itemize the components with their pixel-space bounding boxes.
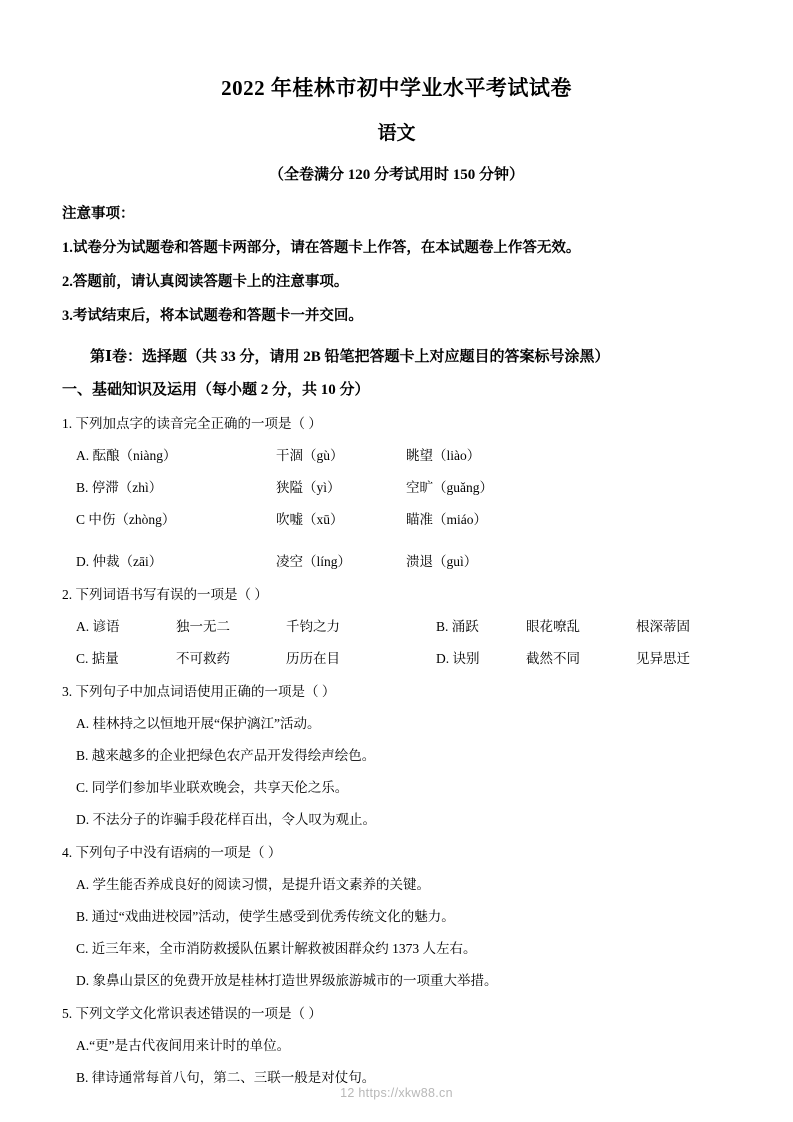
option-item[interactable]: D. 象鼻山景区的免费开放是桂林打造世界级旅游城市的一项重大举措。 <box>76 973 498 988</box>
option-cell: 独一无二 <box>176 619 230 634</box>
notice-heading: 注意事项： <box>62 206 135 222</box>
subject-title: 语文 <box>377 123 416 144</box>
option-cell[interactable]: B. 停滞（zhì） <box>76 480 163 495</box>
question-number: 4. <box>62 845 73 860</box>
option-cell[interactable]: D. 仲裁（zāi） <box>76 554 163 569</box>
option-cell[interactable]: C 中伤（zhòng） <box>76 512 176 527</box>
question-text: 下列句子中没有语病的一项是（ ） <box>75 845 282 860</box>
option-cell[interactable]: 干涸（gù） <box>276 448 344 463</box>
option-item[interactable]: C. 近三年来，全市消防救援队伍累计解救被困群众约 1373 人左右。 <box>76 941 477 956</box>
option-cell[interactable]: D. 诀别 <box>436 651 480 666</box>
option-cell[interactable]: A. 谚语 <box>76 619 120 634</box>
option-cell[interactable]: A. 酝酿（niàng） <box>76 448 177 463</box>
option-row <box>62 508 731 528</box>
option-cell[interactable]: 凌空（líng） <box>276 554 352 569</box>
question-text: 下列句子中加点词语使用正确的一项是（ ） <box>75 684 336 699</box>
option-cell: 根深蒂固 <box>636 619 690 634</box>
option-item[interactable]: B. 律诗通常每首八句，第二、三联一般是对仗句。 <box>76 1070 376 1085</box>
watermark: 12 https://xkw88.cn <box>340 1086 453 1100</box>
question-number: 1. <box>62 416 73 431</box>
question-text: 下列加点字的读音完全正确的一项是（ ） <box>75 416 322 431</box>
option-cell: 截然不同 <box>526 651 580 666</box>
option-cell: 见异思迁 <box>636 651 690 666</box>
option-cell[interactable]: 眺望（liào） <box>406 448 481 463</box>
option-item[interactable]: A. 桂林持之以恒地开展“保护漓江”活动。 <box>76 716 321 731</box>
option-row <box>62 647 731 667</box>
part-one-heading: 第Ⅰ卷：选择题（共 33 分，请用 2B 铅笔把答题卡上对应题目的答案标号涂黑） <box>90 349 610 365</box>
option-item[interactable]: C. 同学们参加毕业联欢晚会，共享天伦之乐。 <box>76 780 349 795</box>
notice-item-1: 1.试卷分为试题卷和答题卡两部分，请在答题卡上作答，在本试题卷上作答无效。 <box>62 240 581 256</box>
option-row <box>62 550 731 570</box>
question-stem <box>62 841 731 861</box>
option-cell[interactable]: B. 涌跃 <box>436 619 479 634</box>
question-stem <box>62 1002 731 1022</box>
question-number: 3. <box>62 684 73 699</box>
notice-item-3: 3.考试结束后，将本试题卷和答题卡一并交回。 <box>62 308 363 324</box>
option-item[interactable]: B. 通过“戏曲进校园”活动，使学生感受到优秀传统文化的魅力。 <box>76 909 455 924</box>
question-stem <box>62 412 731 432</box>
option-cell[interactable]: 狭隘（yì） <box>276 480 341 495</box>
option-cell[interactable]: C. 掂量 <box>76 651 119 666</box>
question-stem <box>62 583 731 603</box>
option-row <box>62 476 731 496</box>
section-one-heading: 一、基础知识及运用（每小题 2 分，共 10 分） <box>62 382 370 398</box>
option-cell[interactable]: 空旷（guǎng） <box>406 480 493 495</box>
option-cell: 眼花嘹乱 <box>526 619 580 634</box>
option-row <box>62 615 731 635</box>
score-note: （全卷满分 120 分考试用时 150 分钟） <box>268 167 524 183</box>
option-cell: 千钧之力 <box>286 619 340 634</box>
option-item[interactable]: B. 越来越多的企业把绿色农产品开发得绘声绘色。 <box>76 748 376 763</box>
page-title: 2022 年桂林市初中学业水平考试试卷 <box>221 76 572 100</box>
question-text: 下列文学文化常识表述错误的一项是（ ） <box>75 1006 322 1021</box>
option-cell: 不可救药 <box>176 651 230 666</box>
option-cell[interactable]: 瞄准（miáo） <box>406 512 487 527</box>
option-row <box>62 444 731 464</box>
question-text: 下列词语书写有误的一项是（ ） <box>75 587 268 602</box>
option-cell[interactable]: 吹嘘（xū） <box>276 512 344 527</box>
notice-item-2: 2.答题前，请认真阅读答题卡上的注意事项。 <box>62 274 349 290</box>
question-number: 5. <box>62 1006 73 1021</box>
option-item[interactable]: D. 不法分子的诈骗手段花样百出，令人叹为观止。 <box>76 812 376 827</box>
option-cell[interactable]: 溃退（guì） <box>406 554 478 569</box>
question-stem <box>62 680 731 700</box>
question-number: 2. <box>62 587 73 602</box>
option-item[interactable]: A.“更”是古代夜间用来计时的单位。 <box>76 1038 291 1053</box>
option-cell: 历历在目 <box>286 651 340 666</box>
option-item[interactable]: A. 学生能否养成良好的阅读习惯，是提升语文素养的关键。 <box>76 877 430 892</box>
